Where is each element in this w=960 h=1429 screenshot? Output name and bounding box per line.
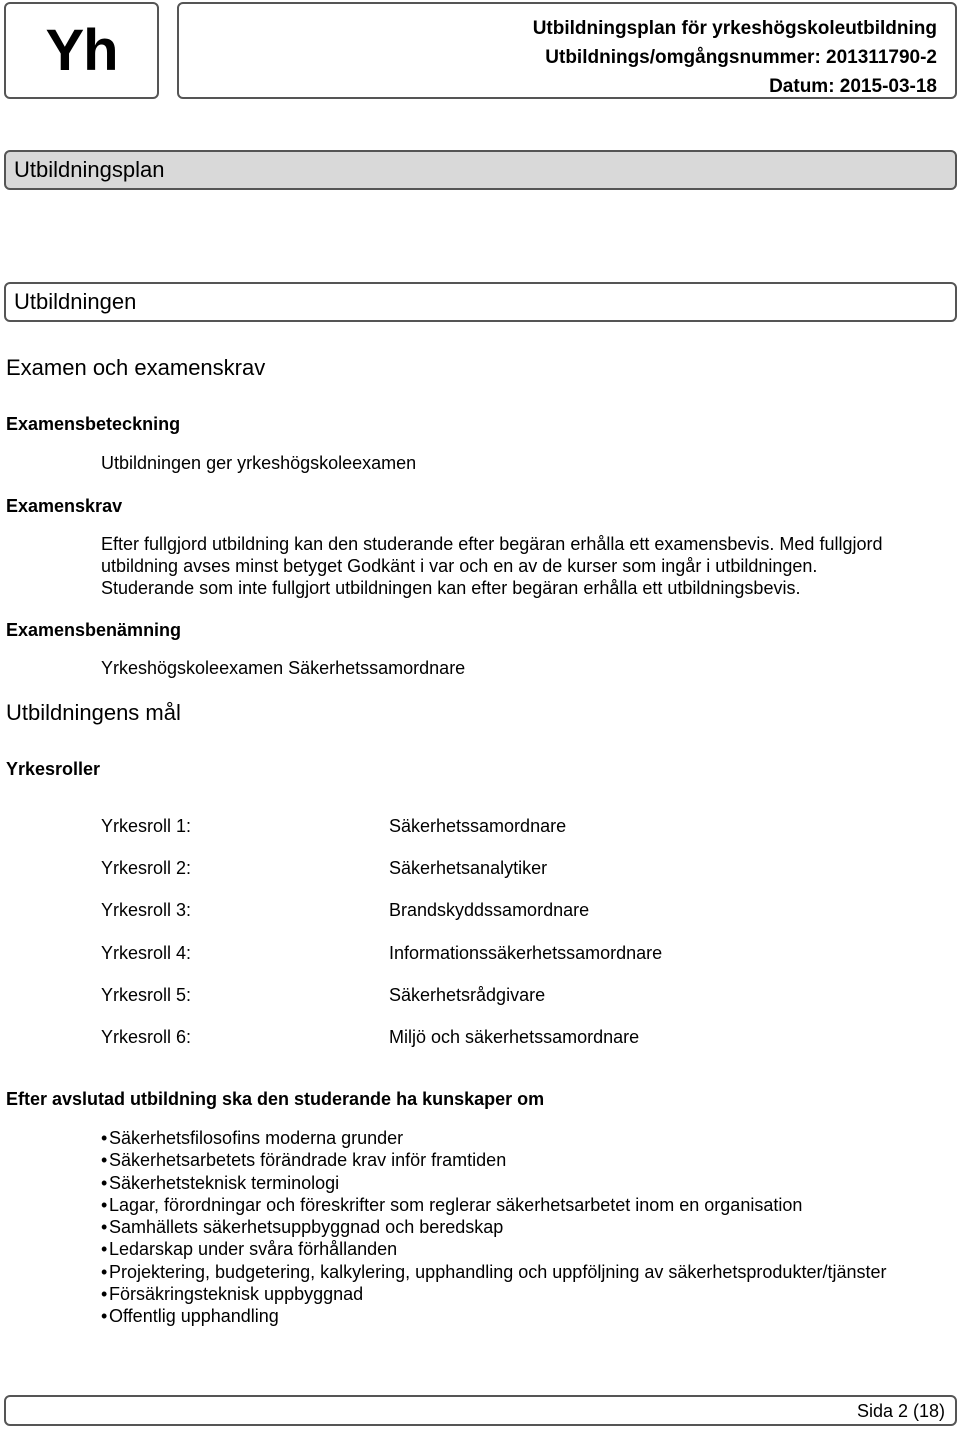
yh-logo: Yh bbox=[45, 18, 118, 83]
list-item: •Projektering, budgetering, kalkylering, upphandling och uppföljning av säkerhetsprodukter/tjänster bbox=[101, 1261, 887, 1282]
section-title: Utbildningsplan bbox=[14, 157, 165, 182]
document-date: Datum: 2015-03-18 bbox=[769, 76, 937, 97]
requirements-text bbox=[101, 533, 951, 599]
exam-heading: Examen och examenskrav bbox=[6, 355, 266, 380]
requirements-line: Efter fullgjord utbildning kan den studerande efter begäran erhålla ett examensbevis. Med fullgjord bbox=[101, 534, 883, 554]
subsection-bar-utbildningen bbox=[4, 282, 957, 322]
list-item: •Säkerhetsteknisk terminologi bbox=[101, 1172, 340, 1193]
list-item: •Samhällets säkerhetsuppbyggnad och beredskap bbox=[101, 1217, 504, 1238]
role-value: Säkerhetsanalytiker bbox=[389, 858, 548, 878]
page-footer bbox=[4, 1395, 957, 1426]
requirements-line: utbildning avses minst betyget Godkänt i var och en av de kurser som ingår i utbildningen. bbox=[101, 556, 818, 576]
knowledge-list bbox=[101, 1127, 886, 1328]
role-label: Yrkesroll 5: bbox=[101, 985, 192, 1005]
designation-label: Examensbeteckning bbox=[6, 414, 181, 434]
bullet-icon: • bbox=[101, 1284, 108, 1305]
role-label: Yrkesroll 1: bbox=[101, 816, 192, 836]
knowledge-heading: Efter avslutad utbildning ska den studerande ha kunskaper om bbox=[6, 1089, 545, 1109]
role-value: Säkerhetsrådgivare bbox=[389, 985, 546, 1005]
document-header bbox=[177, 2, 957, 99]
role-value: Säkerhetssamordnare bbox=[389, 816, 567, 836]
bullet-icon: • bbox=[101, 1306, 108, 1327]
exam-name-label: Examensbenämning bbox=[6, 620, 182, 640]
list-item: •Lagar, förordningar och föreskrifter som reglerar säkerhetsarbetet inom en organisation bbox=[101, 1194, 803, 1215]
goals-heading: Utbildningens mål bbox=[6, 700, 181, 725]
exam-name-text: Yrkeshögskoleexamen Säkerhetssamordnare bbox=[101, 658, 466, 678]
role-value: Miljö och säkerhetssamordnare bbox=[389, 1027, 640, 1047]
section-bar-utbildningsplan bbox=[4, 150, 957, 190]
bullet-icon: • bbox=[101, 1172, 108, 1193]
requirements-line: Studerande som inte fullgjort utbildningen kan efter begäran erhålla ett utbildningsbevis. bbox=[101, 578, 801, 598]
role-value: Brandskyddssamordnare bbox=[389, 900, 590, 920]
bullet-icon: • bbox=[101, 1239, 108, 1260]
designation-text: Utbildningen ger yrkeshögskoleexamen bbox=[101, 453, 417, 473]
bullet-icon: • bbox=[101, 1194, 108, 1215]
document-title: Utbildningsplan för yrkeshögskoleutbildning bbox=[532, 18, 937, 39]
program-number: Utbildnings/omgångsnummer: 201311790-2 bbox=[545, 47, 937, 68]
list-item: •Säkerhetsarbetets förändrade krav inför framtiden bbox=[101, 1150, 507, 1171]
roles-label: Yrkesroller bbox=[6, 759, 101, 779]
role-label: Yrkesroll 2: bbox=[101, 858, 192, 878]
subsection-title: Utbildningen bbox=[14, 289, 137, 314]
bullet-icon: • bbox=[101, 1261, 108, 1282]
bullet-icon: • bbox=[101, 1128, 108, 1148]
requirements-label: Examenskrav bbox=[6, 496, 123, 516]
logo-box bbox=[4, 2, 159, 99]
role-value: Informationssäkerhetssamordnare bbox=[389, 943, 663, 963]
bullet-icon: • bbox=[101, 1217, 108, 1238]
list-item: •Ledarskap under svåra förhållanden bbox=[101, 1239, 398, 1260]
list-item: •Försäkringsteknisk uppbyggnad bbox=[101, 1284, 364, 1305]
list-item: •Säkerhetsfilosofins moderna grunder bbox=[101, 1128, 404, 1148]
bullet-icon: • bbox=[101, 1150, 108, 1171]
role-label: Yrkesroll 3: bbox=[101, 900, 192, 920]
role-label: Yrkesroll 6: bbox=[101, 1027, 192, 1047]
list-item: •Offentlig upphandling bbox=[101, 1306, 279, 1327]
page-number: Sida 2 (18) bbox=[856, 1401, 945, 1421]
role-label: Yrkesroll 4: bbox=[101, 943, 192, 963]
